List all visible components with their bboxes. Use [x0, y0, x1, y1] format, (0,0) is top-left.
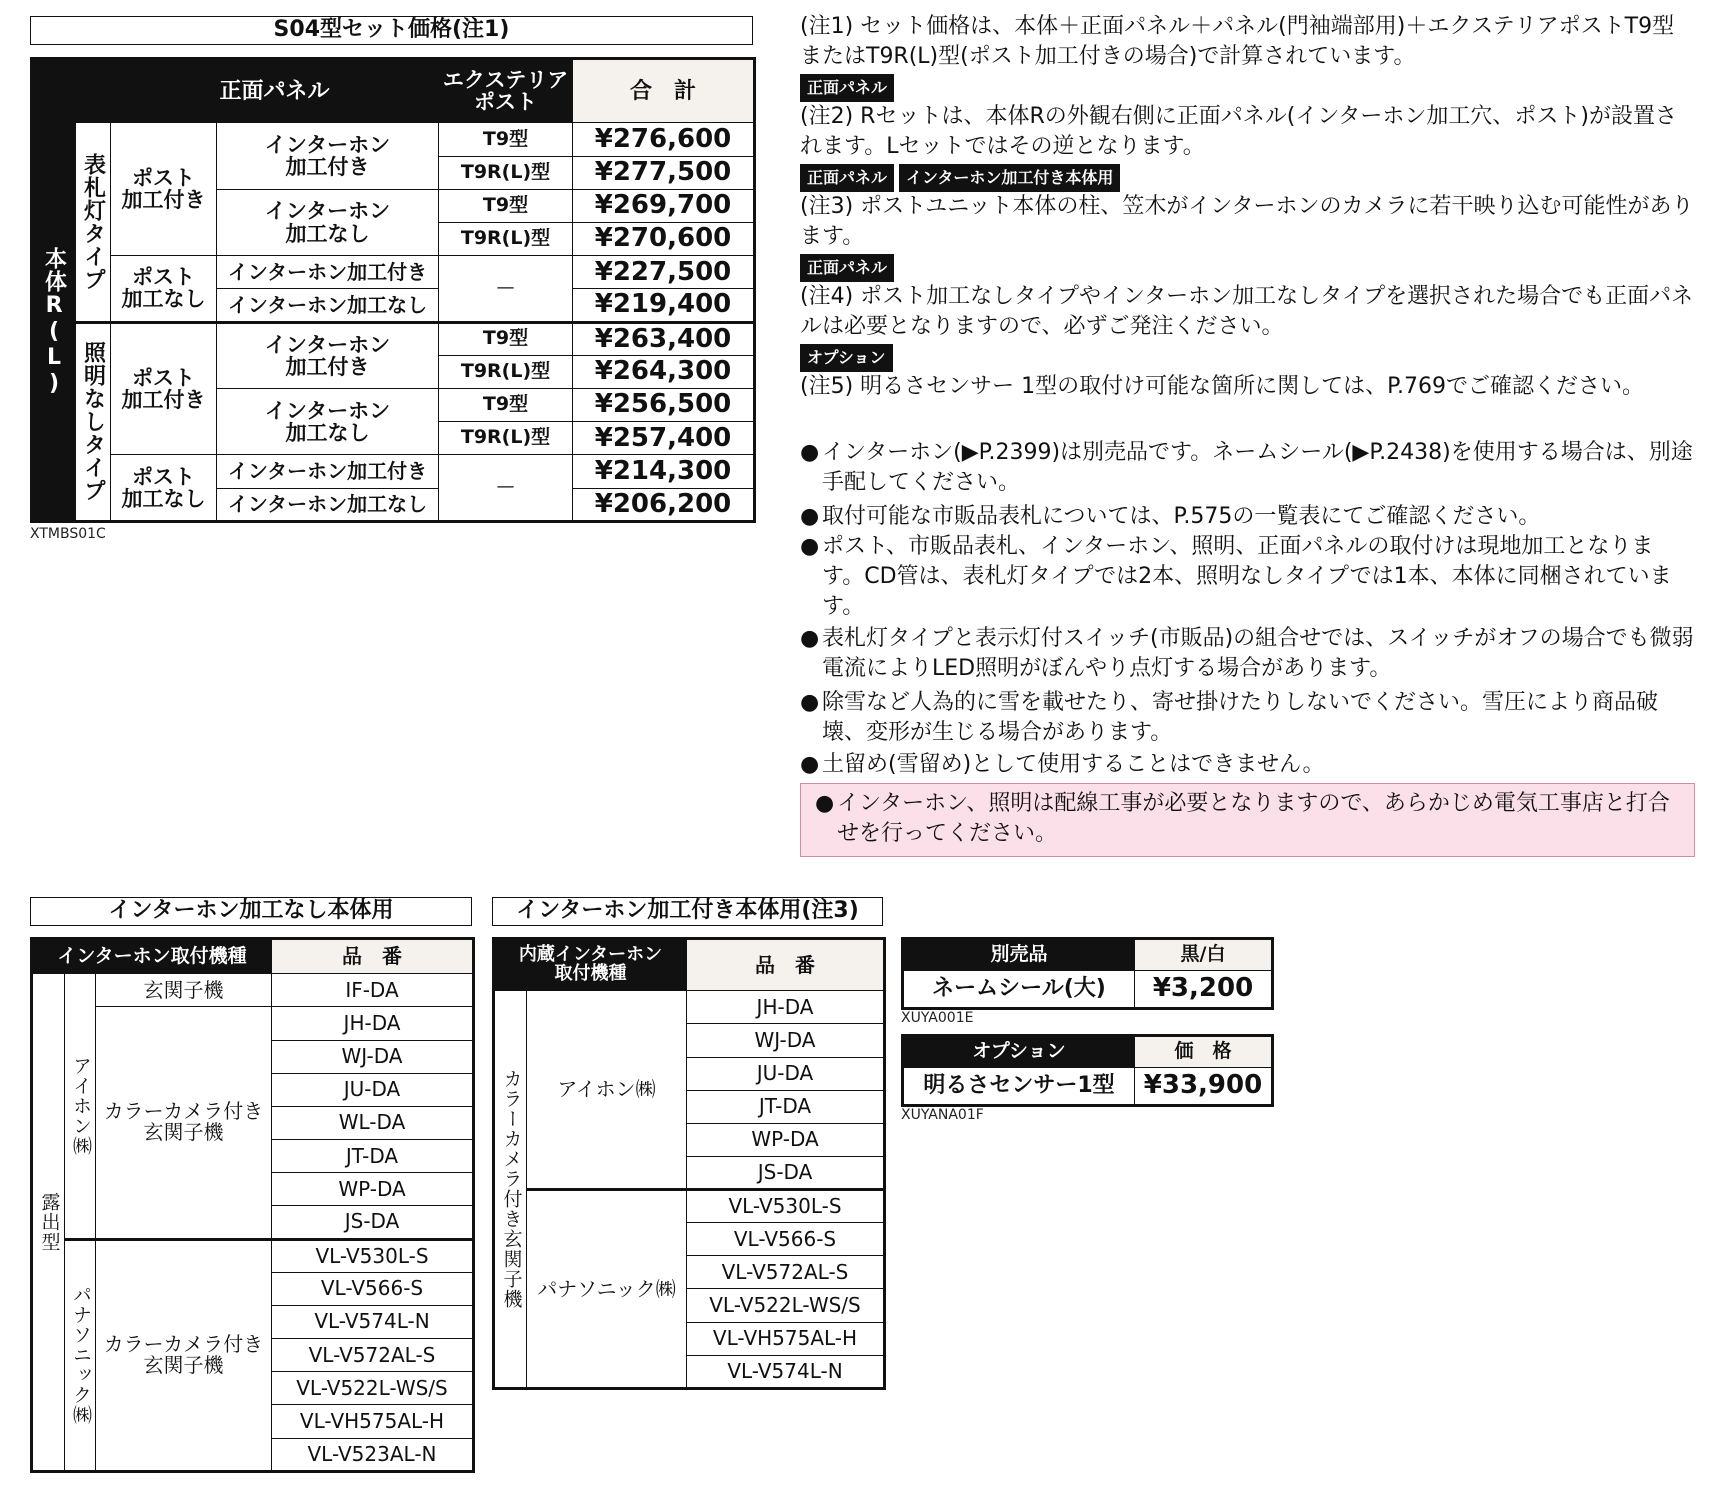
- entry-unit-label: 玄関子機: [96, 974, 272, 1007]
- price-cell: ¥276,600: [573, 123, 755, 156]
- price-cell: ¥256,500: [573, 389, 755, 422]
- product-code: JU-DA: [272, 1073, 474, 1106]
- separate-color: 黒/白: [1135, 939, 1273, 971]
- bullet-mark: ●: [800, 440, 820, 465]
- header-post: エクステリア ポスト: [439, 59, 573, 123]
- label-front-panel: 正面パネル: [800, 74, 894, 102]
- price-cell: ¥269,700: [573, 189, 755, 222]
- label-row-1: [800, 74, 899, 102]
- product-code: WP-DA: [272, 1173, 474, 1206]
- product-code: VL-V566-S: [687, 1223, 885, 1256]
- separate-item-table: [901, 937, 1274, 1010]
- product-code: WJ-DA: [272, 1040, 474, 1073]
- bullet-mark: ●: [800, 752, 820, 777]
- with-intercom-table: [492, 937, 886, 1390]
- product-code: VL-V574L-N: [272, 1305, 474, 1338]
- intercom-cell: インターホン加工なし: [217, 289, 439, 322]
- wiring-notice: [800, 783, 1695, 857]
- separate-header: 別売品: [903, 939, 1135, 971]
- note-2: (注2) Rセットは、本体Rの外観右側に正面パネル(インターホン加工穴、ポスト)が設置されます。Lセットではその逆となります。: [800, 104, 1678, 159]
- product-code: VL-V523AL-N: [272, 1438, 474, 1471]
- label-option: オプション: [800, 344, 893, 372]
- maker-panasonic: パナソニック㈱: [65, 1239, 96, 1471]
- intercom-cell: インターホン加工付き: [217, 256, 439, 289]
- bullet-6: 土留め(雪留め)として使用することはできません。: [822, 752, 1325, 777]
- header-total: 合 計: [573, 59, 755, 123]
- option-item: 明るさセンサー1型: [903, 1068, 1135, 1106]
- bullet-4: 表札灯タイプと表示灯付スイッチ(市販品)の組合せでは、スイッチがオフの場合でも微弱電流によりLED照明がぼんやり点灯する場合があります。: [822, 626, 1694, 681]
- bullet-mark: ●: [815, 791, 835, 816]
- no-intercom-table: [30, 937, 475, 1473]
- label-front-panel: 正面パネル: [800, 254, 894, 282]
- product-code: WP-DA: [687, 1123, 885, 1156]
- note-5: (注5) 明るさセンサー 1型の取付け可能な箇所に関しては、P.769でご確認ください。: [800, 374, 1644, 399]
- post-model: T9R(L)型: [439, 223, 573, 256]
- note-4: (注4) ポスト加工なしタイプやインターホン加工なしタイプを選択された場合でも正面パネルは必要となりますので、必ずご発注ください。: [800, 284, 1694, 339]
- corner-cell: [32, 59, 111, 123]
- label-intercom-body: インターホン加工付き本体用: [899, 164, 1120, 192]
- set-price-table: [30, 57, 756, 523]
- header-type: インターホン取付機種: [32, 939, 272, 974]
- product-code: VL-VH575AL-H: [272, 1405, 474, 1438]
- header-panel: 正面パネル: [111, 59, 439, 123]
- post-group: ポスト 加工付き: [111, 322, 217, 455]
- product-code: JS-DA: [687, 1156, 885, 1189]
- maker-panasonic: パナソニック㈱: [527, 1190, 687, 1389]
- label-row-4: [800, 344, 898, 372]
- bullet-1: インターホン(▶P.2399)は別売品です。ネームシール(▶P.2438)を使用する場合は、別途手配してください。: [822, 440, 1693, 495]
- post-group: ポスト 加工なし: [111, 455, 217, 522]
- set-price-code: XTMBS01C: [30, 526, 106, 542]
- note-1: (注1) セット価格は、本体＋正面パネル＋パネル(門袖端部用)＋エクステリアポストT9型またはT9R(L)型(ポスト加工付きの場合)で計算されています。: [800, 14, 1675, 69]
- post-model: T9型: [439, 322, 573, 355]
- wiring-notice-text: インターホン、照明は配線工事が必要となりますので、あらかじめ電気工事店と打合せを行ってください。: [837, 791, 1670, 846]
- type-label-1: 表札灯タイプ: [76, 123, 111, 322]
- product-code: VL-V530L-S: [272, 1239, 474, 1272]
- label-row-2: [800, 164, 1125, 192]
- product-code: VL-V572AL-S: [687, 1256, 885, 1289]
- intercom-cell: インターホン加工なし: [217, 488, 439, 521]
- bullet-5: 除雪など人為的に雪を載せたり、寄せ掛けたりしないでください。雪圧により商品破壊、変形が生じる場合があります。: [822, 690, 1659, 745]
- product-code: JT-DA: [272, 1140, 474, 1173]
- product-code: JT-DA: [687, 1090, 885, 1123]
- product-code: VL-V572AL-S: [272, 1339, 474, 1372]
- post-group: ポスト 加工付き: [111, 123, 217, 256]
- intercom-cell: インターホン 加工付き: [217, 123, 439, 189]
- option-code: XUYANA01F: [901, 1107, 984, 1123]
- category-label: カラーカメラ付き玄関子機: [494, 991, 527, 1389]
- set-price-title: S04型セット価格(注1): [30, 16, 753, 45]
- product-code: VL-V566-S: [272, 1272, 474, 1305]
- bullet-3: ポスト、市販品表札、インターホン、照明、正面パネルの取付けは現地加工となります。CD管は、表札灯タイプでは2本、照明なしタイプでは1本、本体に同梱されています。: [822, 534, 1672, 619]
- post-model: T9R(L)型: [439, 156, 573, 189]
- dash-cell: —: [439, 256, 573, 322]
- price-cell: ¥264,300: [573, 355, 755, 388]
- option-table: [901, 1034, 1274, 1107]
- post-model: T9型: [439, 189, 573, 222]
- separate-price: ¥3,200: [1135, 971, 1273, 1009]
- bullet-mark: ●: [800, 626, 820, 651]
- post-model: T9R(L)型: [439, 422, 573, 455]
- color-camera-label: カラーカメラ付き 玄関子機: [96, 1007, 272, 1239]
- header-type: 内蔵インターホン 取付機種: [494, 939, 687, 991]
- price-cell: ¥270,600: [573, 223, 755, 256]
- header-code: 品 番: [272, 939, 474, 974]
- price-cell: ¥227,500: [573, 256, 755, 289]
- mount-label: 露出型: [32, 974, 65, 1472]
- type-label-2: 照明なしタイプ: [76, 322, 111, 521]
- label-row-3: [800, 254, 899, 282]
- price-cell: ¥206,200: [573, 488, 755, 521]
- price-cell: ¥257,400: [573, 422, 755, 455]
- note-3: (注3) ポストユニット本体の柱、笠木がインターホンのカメラに若干映り込む可能性があります。: [800, 194, 1694, 249]
- product-code: JH-DA: [272, 1007, 474, 1040]
- product-code: VL-V522L-WS/S: [687, 1289, 885, 1322]
- product-code: VL-VH575AL-H: [687, 1322, 885, 1355]
- bullet-2: 取付可能な市販品表札については、P.575の一覧表にてご確認ください。: [822, 504, 1541, 529]
- post-model: T9型: [439, 389, 573, 422]
- separate-item: ネームシール(大): [903, 971, 1135, 1009]
- dash-cell: —: [439, 455, 573, 522]
- body-label: 本体R(L): [32, 123, 76, 522]
- product-code: JU-DA: [687, 1057, 885, 1090]
- maker-aiphone: アイホン㈱: [527, 991, 687, 1190]
- product-code: JS-DA: [272, 1206, 474, 1239]
- bullet-mark: ●: [800, 534, 820, 559]
- product-code: IF-DA: [272, 974, 474, 1007]
- option-price-label: 価 格: [1135, 1036, 1273, 1068]
- label-front-panel: 正面パネル: [800, 164, 894, 192]
- price-cell: ¥214,300: [573, 455, 755, 488]
- maker-aiphone: アイホン㈱: [65, 974, 96, 1239]
- bullet-mark: ●: [800, 504, 820, 529]
- post-model: T9型: [439, 123, 573, 156]
- with-intercom-title: インターホン加工付き本体用(注3): [492, 897, 883, 926]
- product-code: WL-DA: [272, 1106, 474, 1139]
- product-code: VL-V522L-WS/S: [272, 1372, 474, 1405]
- separate-code: XUYA001E: [901, 1010, 974, 1026]
- option-header: オプション: [903, 1036, 1135, 1068]
- price-cell: ¥263,400: [573, 322, 755, 355]
- product-code: VL-V574L-N: [687, 1355, 885, 1388]
- post-model: T9R(L)型: [439, 355, 573, 388]
- price-cell: ¥277,500: [573, 156, 755, 189]
- intercom-cell: インターホン 加工なし: [217, 389, 439, 455]
- product-code: JH-DA: [687, 991, 885, 1024]
- bullet-mark: ●: [800, 690, 820, 715]
- product-code: WJ-DA: [687, 1024, 885, 1057]
- intercom-cell: インターホン 加工付き: [217, 322, 439, 388]
- header-code: 品 番: [687, 939, 885, 991]
- price-cell: ¥219,400: [573, 289, 755, 322]
- intercom-cell: インターホン 加工なし: [217, 189, 439, 255]
- option-price: ¥33,900: [1135, 1068, 1273, 1106]
- no-intercom-title: インターホン加工なし本体用: [30, 897, 472, 926]
- color-camera-label: カラーカメラ付き 玄関子機: [96, 1239, 272, 1471]
- post-group: ポスト 加工なし: [111, 256, 217, 322]
- product-code: VL-V530L-S: [687, 1190, 885, 1223]
- intercom-cell: インターホン加工付き: [217, 455, 439, 488]
